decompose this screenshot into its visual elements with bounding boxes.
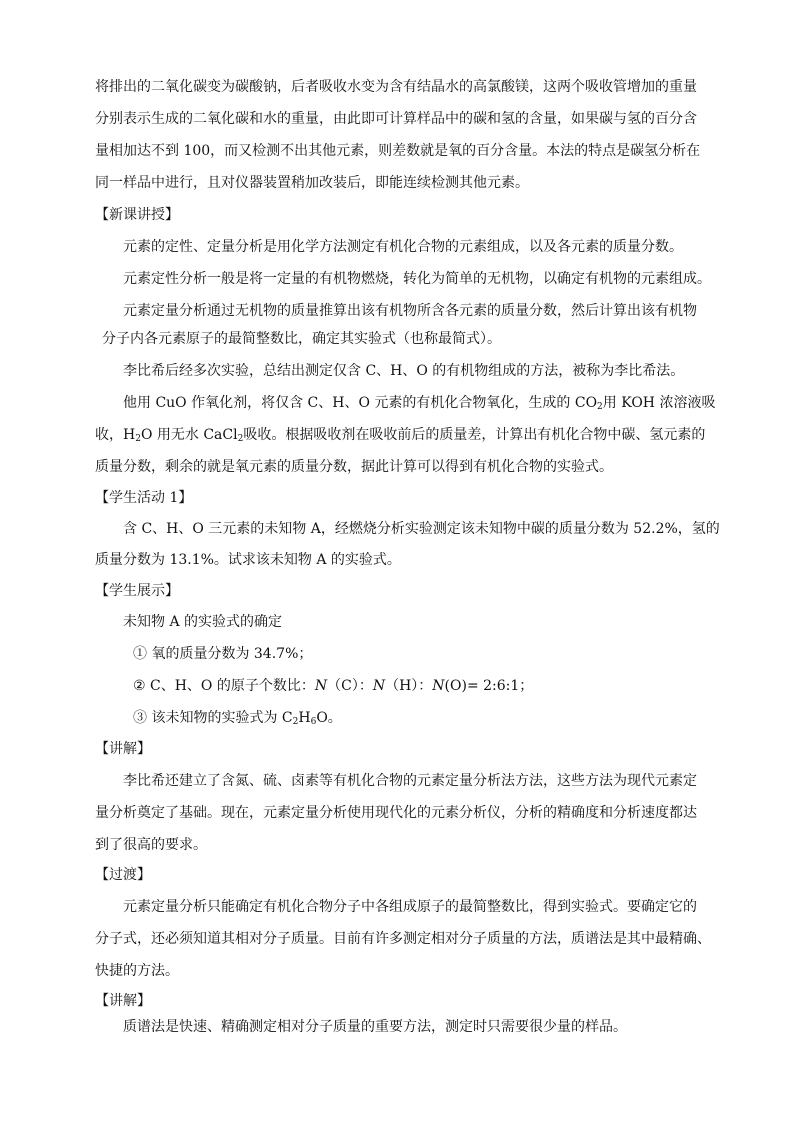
paragraph-qualitative-quantitative: 元素的定性、定量分析是用化学方法测定有机化合物的元素组成，以及各元素的质量分数。 [123, 239, 683, 255]
intro-line-4: 同一样品中进行，且对仪器装置稍加改装后，即能连续检测其他元素。 [95, 175, 529, 191]
section-heading-student-activity: 【学生活动 1】 [95, 490, 193, 506]
paragraph-cuo-line-3: 质量分数，剩余的就是氧元素的质量分数，据此计算可以得到有机化合物的实验式。 [95, 459, 613, 475]
activity-line-2: 质量分数为 13.1%。试求该未知物 A 的实验式。 [95, 552, 401, 568]
display-item-3: ③ 该未知物的实验式为 $C_2H_6O$。 [133, 710, 342, 727]
display-title: 未知物 A 的实验式的确定 [123, 614, 283, 630]
intro-line-3: 量相加达不到 100，而又检测不出其他元素，则差数就是氧的百分含量。本法的特点是碳氢分析在 [95, 143, 701, 159]
display-item-2: ② C、H、O 的原子个数比：N（C）：N（H）：N(O)= 2:6:1； [133, 678, 534, 694]
activity-line-1: 含 C、H、O 三元素的未知物 A，经燃烧分析实验测定该未知物中碳的质量分数为 52.2%，氢的 [123, 521, 720, 537]
explanation-line-1: 李比希还建立了含氮、硫、卤素等有机化合物的元素定量分析法方法，这些方法为现代元素定 [123, 773, 697, 789]
explanation-line-2: 量分析奠定了基础。现在，元素定量分析使用现代化的元素分析仪，分析的精确度和分析速度都达 [95, 805, 697, 821]
paragraph-qualitative-analysis: 元素定性分析一般是将一定量的有机物燃烧，转化为简单的无机物，以确定有机物的元素组成。 [123, 271, 711, 287]
section-heading-new-lesson: 【新课讲授】 [95, 207, 179, 223]
section-heading-explanation: 【讲解】 [95, 741, 151, 757]
paragraph-liebig-method: 李比希后经多次实验，总结出测定仅含 C、H、O 的有机物组成的方法，被称为李比希法。 [123, 363, 685, 379]
transition-line-1: 元素定量分析只能确定有机化合物分子中各组成原子的最简整数比，得到实验式。要确定它的 [123, 899, 697, 915]
mass-spectrometry-line: 质谱法是快速、精确测定相对分子质量的重要方法，测定时只需要很少量的样品。 [123, 1019, 627, 1035]
explanation-line-3: 到了很高的要求。 [95, 837, 207, 853]
intro-line-2: 分别表示生成的二氧化碳和水的重量，由此即可计算样品中的碳和氢的含量，如果碳与氢的百分含 [95, 111, 697, 127]
paragraph-cuo-line-1: 他用 CuO 作氧化剂，将仅含 C、H、O 元素的有机化合物氧化，生成的 $CO_2$用 KOH 浓溶液吸 [123, 395, 716, 412]
section-heading-student-display: 【学生展示】 [95, 583, 179, 599]
display-item-1: ① 氧的质量分数为 34.7%； [133, 646, 313, 662]
paragraph-quantitative-line-1: 元素定量分析通过无机物的质量推算出该有机物所含各元素的质量分数，然后计算出该有机物 [123, 303, 697, 319]
section-heading-explanation-2: 【讲解】 [95, 993, 151, 1009]
transition-line-3: 快捷的方法。 [95, 963, 179, 979]
paragraph-quantitative-line-2: 分子内各元素原子的最简整数比，确定其实验式（也称最简式）。 [102, 331, 501, 347]
transition-line-2: 分子式，还必须知道其相对分子质量。目前有许多测定相对分子质量的方法，质谱法是其中最精确、 [95, 931, 711, 947]
section-heading-transition: 【过渡】 [95, 867, 151, 883]
intro-line-1: 将排出的二氧化碳变为碳酸钠，后者吸收水变为含有结晶水的高氯酸镁，这两个吸收管增加的重量 [95, 79, 697, 95]
paragraph-cuo-line-2: 收，$H_2O$ 用无水 CaCl$_2$吸收。根据吸收剂在吸收前后的质量差，计算出有机化合物中碳、氢元素的 [95, 427, 706, 444]
